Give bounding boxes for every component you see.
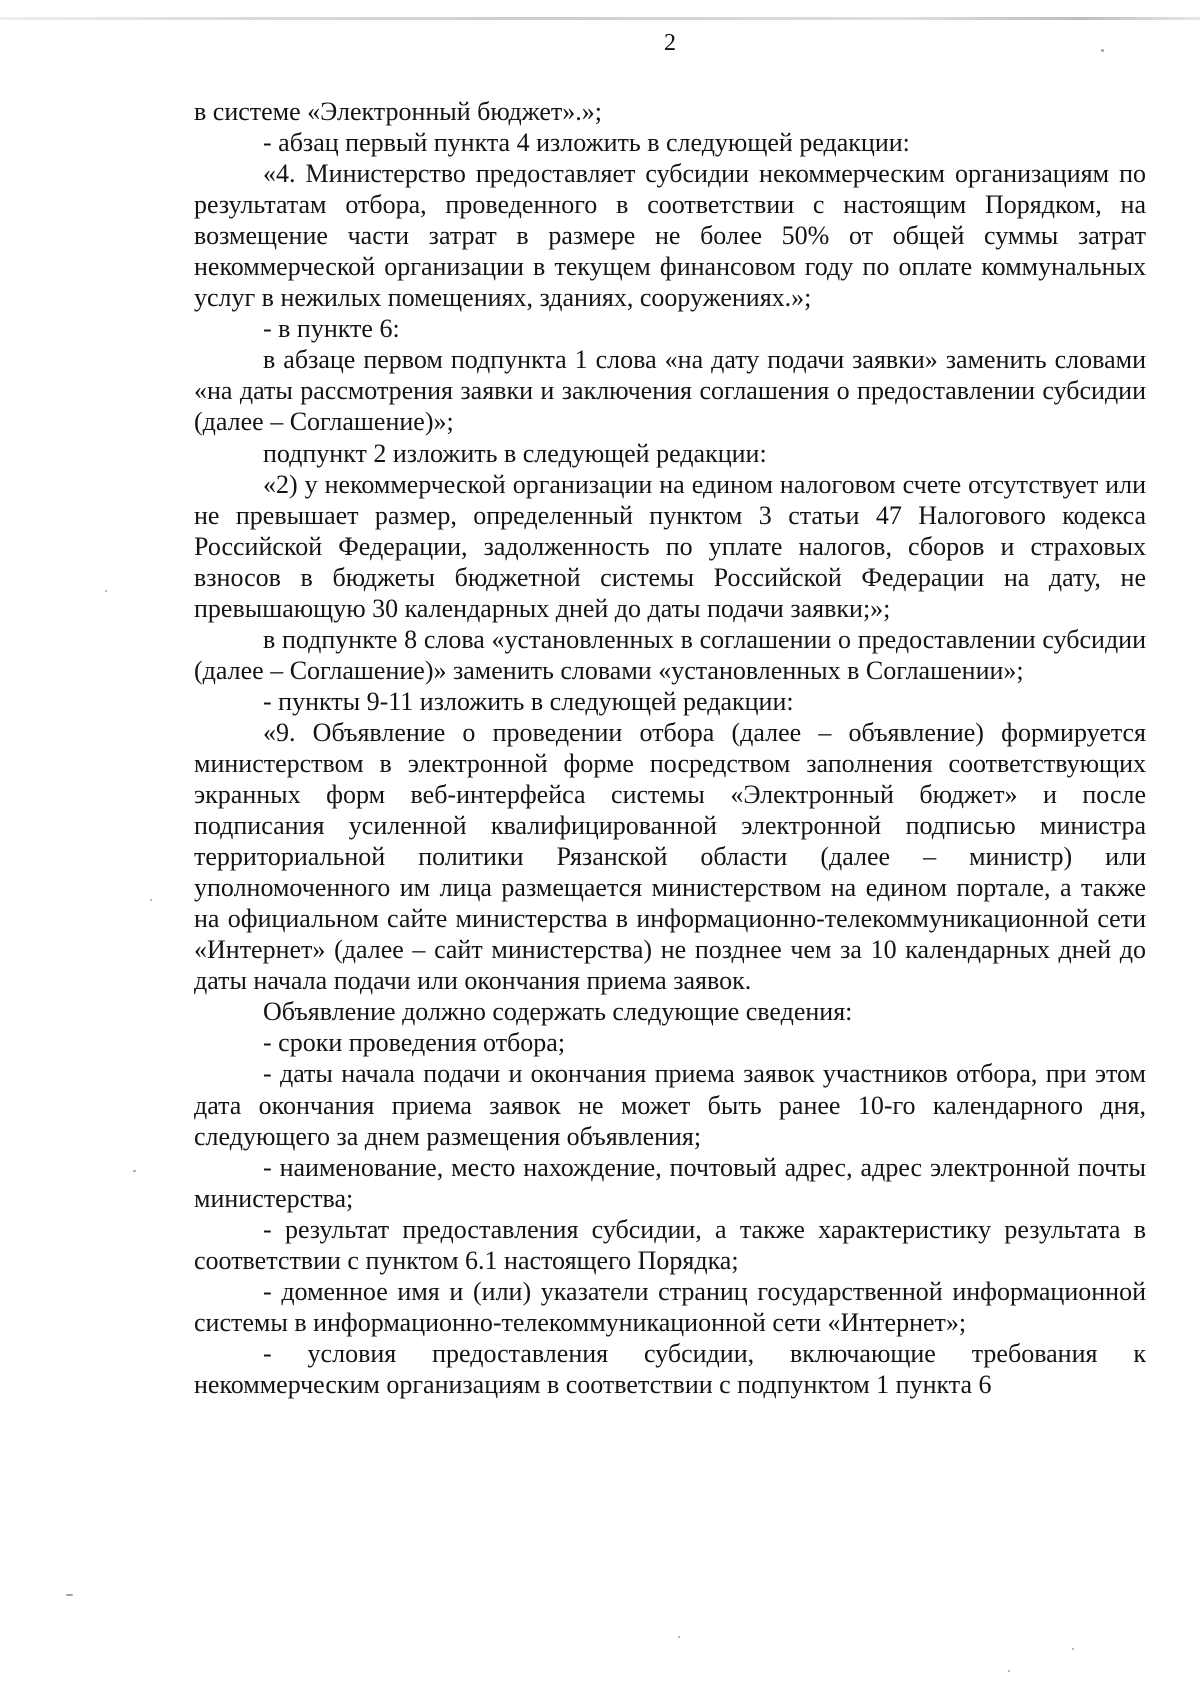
paragraph: - наименование, место нахождение, почтовый адрес, адрес электронной почты министерства;	[194, 1152, 1146, 1213]
scan-top-edge	[0, 17, 1200, 20]
paragraph: в подпункте 8 слова «установленных в соглашении о предоставлении субсидии (далее – Соглашение)» заменить словами «установленных в Соглашении»;	[194, 624, 1146, 685]
scan-speck	[66, 1594, 73, 1596]
paragraph: - сроки проведения отбора;	[263, 1028, 566, 1058]
scan-speck	[1101, 49, 1104, 52]
scan-speck	[678, 1636, 680, 1638]
scan-speck	[150, 899, 152, 901]
paragraph: Объявление должно содержать следующие сведения:	[263, 997, 853, 1027]
paragraph: в абзаце первом подпункта 1 слова «на дату подачи заявки» заменить словами «на даты рассмотрения заявки и заключения соглашения о предоставлении субсидии (далее – Соглашение)»;	[194, 345, 1146, 437]
paragraph: подпункт 2 изложить в следующей редакции:	[263, 438, 767, 468]
paragraph: - абзац первый пункта 4 изложить в следующей редакции:	[263, 128, 910, 158]
scan-speck	[1072, 1648, 1074, 1650]
paragraph: - даты начала подачи и окончания приема заявок участников отбора, при этом дата окончания приема заявок не может быть ранее 10-го календарного дня, следующего за днем размещения объявления;	[194, 1059, 1146, 1151]
document-body	[194, 96, 1146, 1400]
paragraph: - пункты 9-11 изложить в следующей редакции:	[263, 686, 794, 716]
scan-speck	[1008, 1670, 1010, 1672]
paragraph: в системе «Электронный бюджет».»;	[194, 97, 602, 126]
paragraph: - в пункте 6:	[263, 314, 400, 344]
paragraph: «9. Объявление о проведении отбора (далее – объявление) формируется министерством в электронной форме посредством заполнения соответствующих экранных форм веб-интерфейса системы «Электронный бюджет» и после подписания усиленной квалифицированной электронной подписью министра территориальной политики Рязанской области (далее – министр) или уполномоченного им лица размещается министерством на едином портале, а также на официальном сайте министерства в информационно-телекоммуникационной сети «Интернет» (далее – сайт министерства) не позднее чем за 10 календарных дней до даты начала подачи или окончания приема заявок.	[194, 717, 1146, 996]
paragraph: - результат предоставления субсидии, а также характеристику результата в соответствии с пунктом 6.1 настоящего Порядка;	[194, 1214, 1146, 1275]
page-number: 2	[664, 30, 676, 56]
paragraph: - условия предоставления субсидии, включающие требования к некоммерческим организациям в соответствии с подпунктом 1 пункта 6	[194, 1338, 1146, 1399]
paragraph: «2) у некоммерческой организации на едином налоговом счете отсутствует или не превышает размер, определенный пунктом 3 статьи 47 Налогового кодекса Российской Федерации, задолженность по уплате налогов, сборов и страховых взносов в бюджеты бюджетной системы Российской Федерации на дату, не превышающую 30 календарных дней до даты подачи заявки;»;	[194, 469, 1146, 623]
scan-speck	[105, 590, 107, 592]
paragraph: - доменное имя и (или) указатели страниц государственной информационной системы в информационно-телекоммуникационной сети «Интернет»;	[194, 1276, 1146, 1337]
paragraph: «4. Министерство предоставляет субсидии некоммерческим организациям по результатам отбора, проведенного в соответствии с настоящим Порядком, на возмещение части затрат в размере не более 50% от общей суммы затрат некоммерческой организации в текущем финансовом году по оплате коммунальных услуг в нежилых помещениях, зданиях, сооружениях.»;	[194, 159, 1146, 313]
scan-speck	[133, 1170, 136, 1172]
